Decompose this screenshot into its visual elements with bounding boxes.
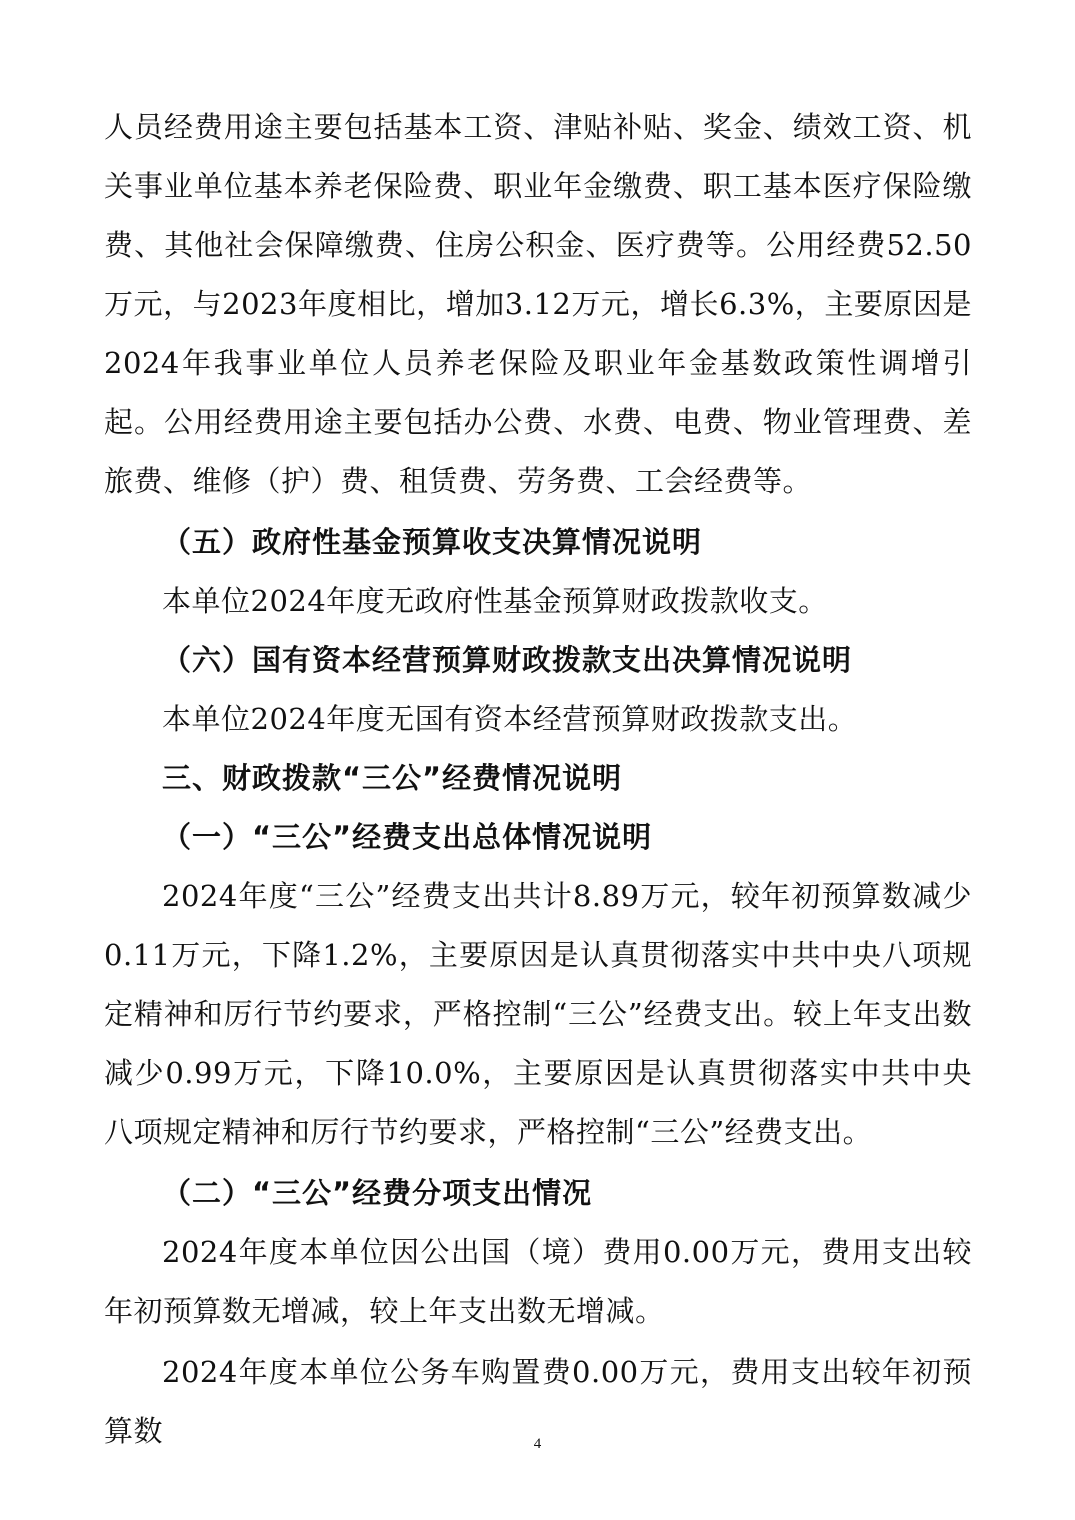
document-body [104, 98, 972, 1461]
heading-government-fund-budget: （五）政府性基金预算收支决算情况说明 [162, 525, 703, 559]
paragraph-personnel-public-funds: 人员经费用途主要包括基本工资、津贴补贴、奖金、绩效工资、机关事业单位基本养老保险费、职业年金缴费、职工基本医疗保险缴费、其他社会保障缴费、住房公积金、医疗费等。公用经费52.50万元，与2023年度相比，增加3.12万元，增长6.3%，主要原因是2024年我事业单位人员养老保险及职业年金基数政策性调增引起。公用经费用途主要包括办公费、水费、电费、物业管理费、差旅费、维修（护）费、租赁费、劳务费、工会经费等。 [104, 110, 972, 498]
paragraph-vehicle-purchase: 2024年度本单位公务车购置费0.00万元，费用支出较年初预算数 [104, 1355, 972, 1448]
heading-three-public-overall: （一）“三公”经费支出总体情况说明 [162, 820, 653, 854]
page-number: 4 [533, 1436, 542, 1452]
paragraph-three-public-overall: 2024年度“三公”经费支出共计8.89万元，较年初预算数减少0.11万元，下降1.2%，主要原因是认真贯彻落实中共中央八项规定精神和厉行节约要求，严格控制“三公”经费支出。较上年支出数减少0.99万元，下降10.0%，主要原因是认真贯彻落实中共中央八项规定精神和厉行节约要求，严格控制“三公”经费支出。 [104, 879, 972, 1149]
paragraph-government-fund: 本单位2024年度无政府性基金预算财政拨款收支。 [162, 584, 828, 618]
paragraph-overseas-expenses: 2024年度本单位因公出国（境）费用0.00万元，费用支出较年初预算数无增减，较上年支出数无增减。 [104, 1235, 972, 1328]
heading-state-capital-budget: （六）国有资本经营预算财政拨款支出决算情况说明 [162, 643, 853, 677]
heading-three-public-itemized: （二）“三公”经费分项支出情况 [162, 1176, 593, 1210]
heading-three-public-expenses: 三、财政拨款“三公”经费情况说明 [162, 761, 623, 795]
paragraph-state-capital: 本单位2024年度无国有资本经营预算财政拨款支出。 [162, 702, 858, 736]
